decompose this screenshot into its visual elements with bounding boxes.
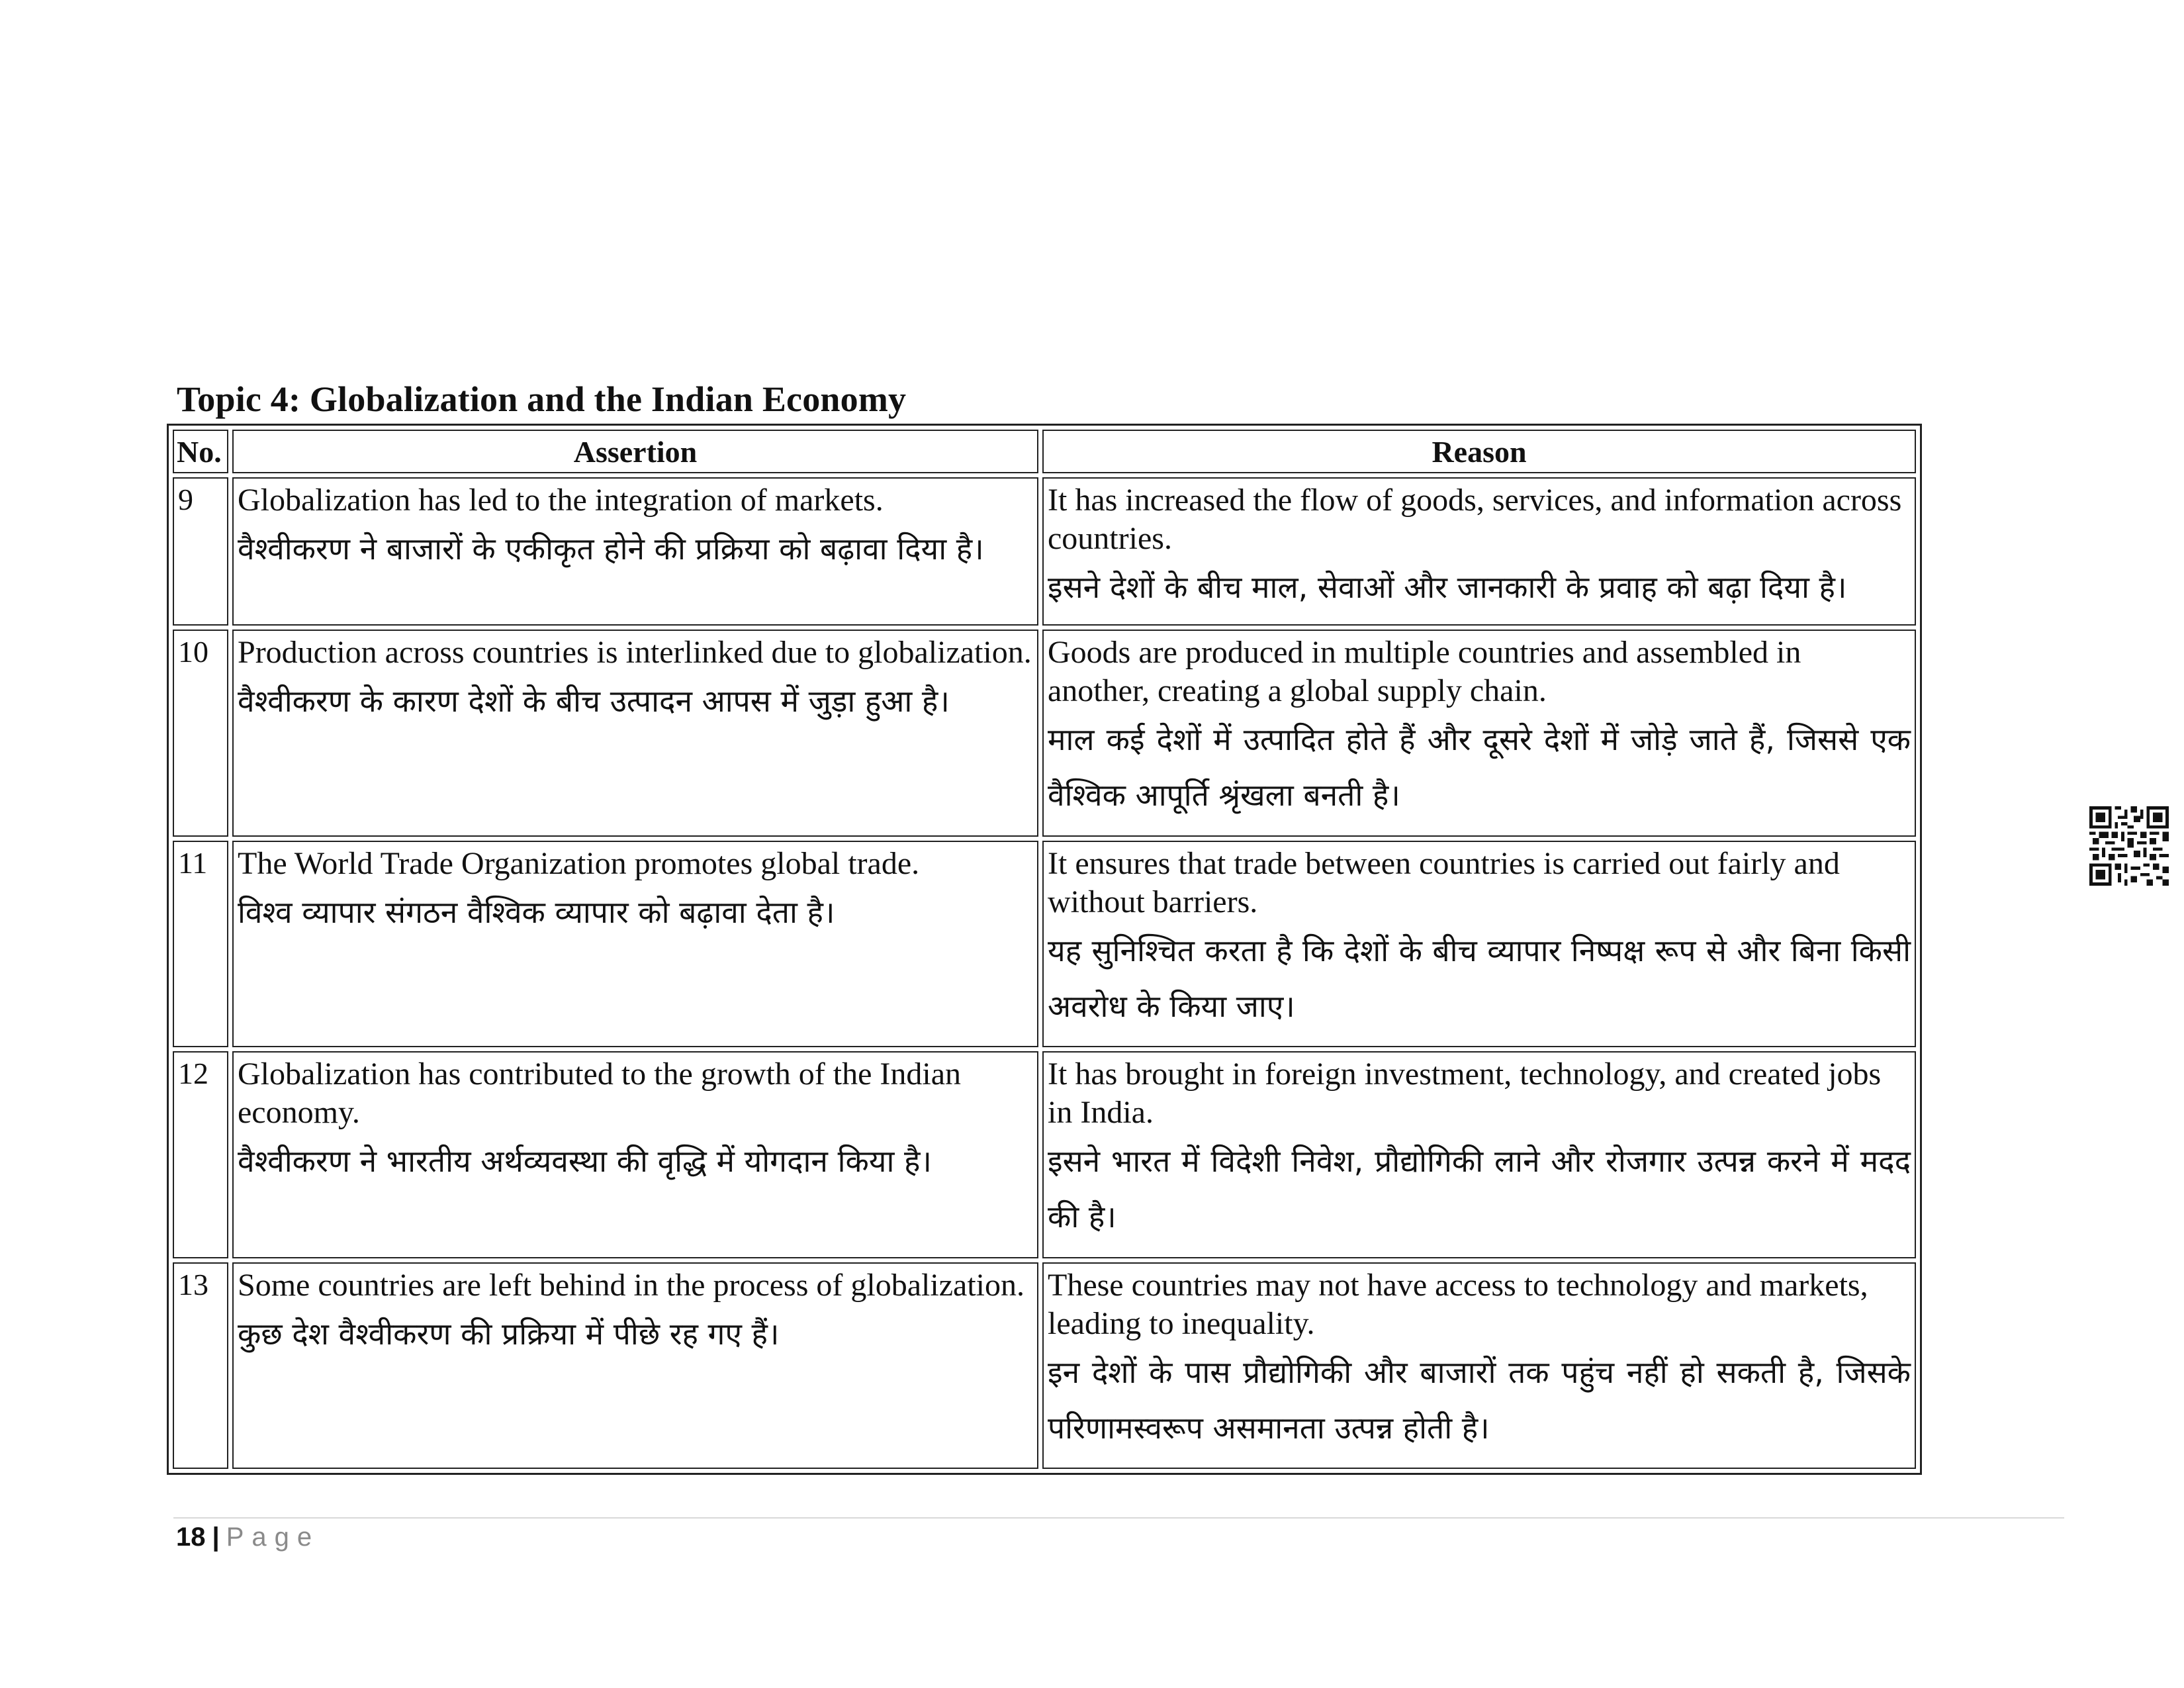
row-number: 13 xyxy=(173,1262,228,1469)
reason-cell xyxy=(1042,477,1916,626)
assertion-cell xyxy=(232,1051,1038,1258)
table-header-row xyxy=(173,430,1916,473)
row-number: 9 xyxy=(173,477,228,626)
reason-hindi: इसने भारत में विदेशी निवेश, प्रौद्योगिकी लाने और रोजगार उत्पन्न करने में मदद की है। xyxy=(1048,1143,1911,1235)
assertion-hindi: वैश्वीकरण ने भारतीय अर्थव्यवस्था की वृद्धि में योगदान किया है। xyxy=(238,1143,932,1180)
header-reason: Reason xyxy=(1042,430,1916,473)
reason-cell xyxy=(1042,1262,1916,1469)
reason-english: Goods are produced in multiple countries and assembled in another, creating a global supply chain. xyxy=(1048,635,1801,709)
page-footer xyxy=(176,1523,320,1552)
reason-english: These countries may not have access to technology and markets, leading to inequality. xyxy=(1048,1267,1868,1341)
assertion-hindi: वैश्वीकरण के कारण देशों के बीच उत्पादन आपस में जुड़ा हुआ है। xyxy=(238,683,950,720)
page-title: Topic 4: Globalization and the Indian Economy xyxy=(177,379,907,419)
header-assertion: Assertion xyxy=(232,430,1038,473)
qr-code-icon xyxy=(2089,806,2169,886)
header-no: No. xyxy=(173,430,228,473)
table-row xyxy=(173,477,1916,626)
assertion-english: The World Trade Organization promotes global trade. xyxy=(238,845,920,881)
assertion-hindi: विश्व व्यापार संगठन वैश्विक व्यापार को बढ़ावा देता है। xyxy=(238,894,835,930)
row-number: 10 xyxy=(173,630,228,836)
reason-hindi: इसने देशों के बीच माल, सेवाओं और जानकारी के प्रवाह को बढ़ा दिया है। xyxy=(1048,569,1847,605)
assertion-english: Globalization has contributed to the growth of the Indian economy. xyxy=(238,1056,962,1131)
reason-english: It ensures that trade between countries is carried out fairly and without barriers. xyxy=(1048,845,1840,919)
row-number: 11 xyxy=(173,841,228,1047)
reason-cell xyxy=(1042,841,1916,1047)
row-number: 12 xyxy=(173,1051,228,1258)
reason-english: It has brought in foreign investment, technology, and created jobs in India. xyxy=(1048,1056,1882,1131)
assertion-hindi: कुछ देश वैश्वीकरण की प्रक्रिया में पीछे रह गए हैं। xyxy=(238,1315,780,1352)
page-number: 18 xyxy=(176,1523,206,1552)
reason-cell xyxy=(1042,1051,1916,1258)
footer-divider xyxy=(173,1517,2064,1519)
reason-hindi: माल कई देशों में उत्पादित होते हैं और दूसरे देशों में जोड़े जाते हैं, जिससे एक वैश्विक आपूर्ति श्रृंखला बनती है। xyxy=(1048,722,1911,814)
assertion-cell xyxy=(232,1262,1038,1469)
assertion-english: Some countries are left behind in the process of globalization. xyxy=(238,1267,1024,1303)
assertion-english: Production across countries is interlinked due to globalization. xyxy=(238,635,1032,671)
page-word: Page xyxy=(226,1523,320,1552)
table-row xyxy=(173,630,1916,836)
reason-english: It has increased the flow of goods, services, and information across countries. xyxy=(1048,483,1902,556)
table-row xyxy=(173,1051,1916,1258)
footer-separator: | xyxy=(212,1523,220,1552)
assertion-hindi: वैश्वीकरण ने बाजारों के एकीकृत होने की प्रक्रिया को बढ़ावा दिया है। xyxy=(238,531,984,567)
assertion-cell xyxy=(232,477,1038,626)
reason-cell xyxy=(1042,630,1916,836)
assertion-reason-table xyxy=(167,424,1922,1475)
table-row xyxy=(173,1262,1916,1469)
assertion-english: Globalization has led to the integration of markets. xyxy=(238,483,884,518)
reason-hindi: यह सुनिश्चित करता है कि देशों के बीच व्यापार निष्पक्ष रूप से और बिना किसी अवरोध के किया जाए। xyxy=(1048,932,1911,1024)
reason-hindi: इन देशों के पास प्रौद्योगिकी और बाजारों तक पहुंच नहीं हो सकती है, जिसके परिणामस्वरूप असमानता उत्पन्न होती है। xyxy=(1048,1354,1911,1446)
table-row xyxy=(173,841,1916,1047)
assertion-cell xyxy=(232,841,1038,1047)
assertion-cell xyxy=(232,630,1038,836)
